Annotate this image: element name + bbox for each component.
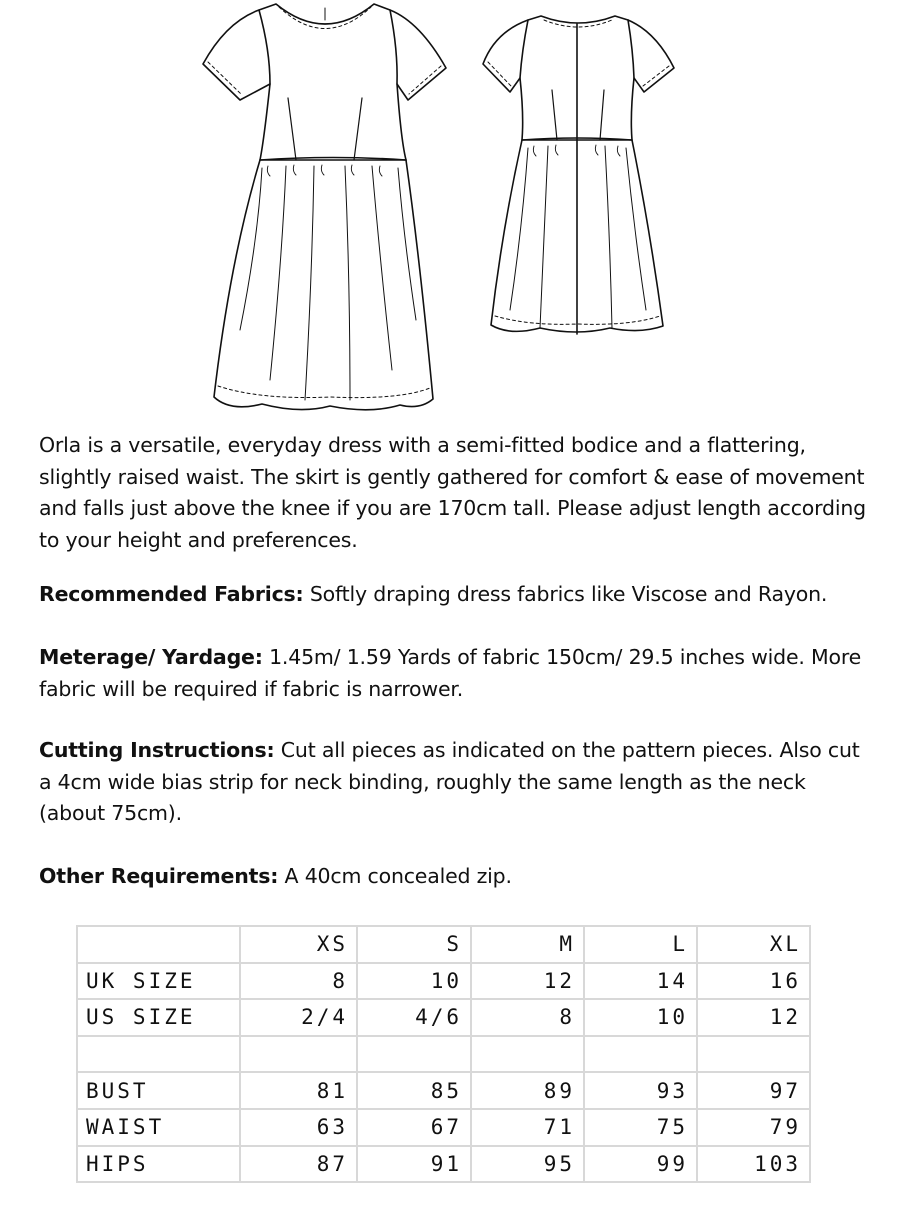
table-cell: 97 xyxy=(697,1072,810,1109)
dress-back-view xyxy=(483,16,674,334)
table-cell: 81 xyxy=(240,1072,357,1109)
table-cell xyxy=(584,1036,697,1073)
table-cell xyxy=(240,1036,357,1073)
row-label: BUST xyxy=(77,1072,240,1109)
row-label: US SIZE xyxy=(77,999,240,1036)
table-cell: 79 xyxy=(697,1109,810,1146)
table-cell: 93 xyxy=(584,1072,697,1109)
row-label xyxy=(77,1036,240,1073)
table-cell: 4/6 xyxy=(357,999,471,1036)
table-cell: 95 xyxy=(471,1146,584,1183)
table-row xyxy=(77,1109,810,1146)
header-cell: S xyxy=(357,926,471,963)
size-chart-table xyxy=(76,925,811,1183)
header-cell xyxy=(77,926,240,963)
table-cell: 89 xyxy=(471,1072,584,1109)
table-cell xyxy=(357,1036,471,1073)
table-cell: 75 xyxy=(584,1109,697,1146)
meterage-label: Meterage/ Yardage: xyxy=(39,645,263,669)
table-cell: 67 xyxy=(357,1109,471,1146)
intro-text: Orla is a versatile, everyday dress with a semi-fitted bodice and a flattering, slightly raised waist. The skirt is gently gathered for comfort & ease of movement and falls just above the knee if you are 170cm tall. Please adjust length according to your height and preferences. xyxy=(39,433,866,552)
table-cell: 2/4 xyxy=(240,999,357,1036)
header-cell: XL xyxy=(697,926,810,963)
dress-front-view xyxy=(203,4,446,410)
header-cell: L xyxy=(584,926,697,963)
table-cell xyxy=(471,1036,584,1073)
header-cell: XS xyxy=(240,926,357,963)
table-row xyxy=(77,963,810,1000)
table-cell xyxy=(697,1036,810,1073)
cutting-text: Cut all pieces as indicated on the pattern pieces. Also cut a 4cm wide bias strip for neck binding, roughly the same length as the neck (about 75cm). xyxy=(39,738,860,825)
table-cell: 14 xyxy=(584,963,697,1000)
table-row-spacer xyxy=(77,1036,810,1073)
other-text: A 40cm concealed zip. xyxy=(278,864,512,888)
fabrics-label: Recommended Fabrics: xyxy=(39,582,304,606)
size-header-row xyxy=(77,926,810,963)
row-label: HIPS xyxy=(77,1146,240,1183)
fabrics-paragraph xyxy=(39,579,869,611)
table-cell: 10 xyxy=(357,963,471,1000)
other-label: Other Requirements: xyxy=(39,864,279,888)
table-cell: 99 xyxy=(584,1146,697,1183)
table-cell: 16 xyxy=(697,963,810,1000)
table-cell: 91 xyxy=(357,1146,471,1183)
fabrics-text: Softly draping dress fabrics like Viscose and Rayon. xyxy=(303,582,828,606)
meterage-text: 1.45m/ 1.59 Yards of fabric 150cm/ 29.5 inches wide. More fabric will be required if fabric is narrower. xyxy=(39,645,862,701)
table-cell: 87 xyxy=(240,1146,357,1183)
table-cell: 12 xyxy=(697,999,810,1036)
row-label: WAIST xyxy=(77,1109,240,1146)
row-label: UK SIZE xyxy=(77,963,240,1000)
table-row xyxy=(77,1072,810,1109)
table-cell: 103 xyxy=(697,1146,810,1183)
table-cell: 10 xyxy=(584,999,697,1036)
meterage-paragraph xyxy=(39,642,869,705)
cutting-label: Cutting Instructions: xyxy=(39,738,275,762)
table-cell: 63 xyxy=(240,1109,357,1146)
intro-paragraph xyxy=(39,430,869,556)
dress-illustration xyxy=(0,0,902,420)
header-cell: M xyxy=(471,926,584,963)
table-cell: 71 xyxy=(471,1109,584,1146)
table-cell: 8 xyxy=(471,999,584,1036)
other-requirements-paragraph xyxy=(39,861,869,893)
cutting-paragraph xyxy=(39,735,869,830)
table-row xyxy=(77,1146,810,1183)
table-cell: 85 xyxy=(357,1072,471,1109)
table-row xyxy=(77,999,810,1036)
table-cell: 12 xyxy=(471,963,584,1000)
table-cell: 8 xyxy=(240,963,357,1000)
